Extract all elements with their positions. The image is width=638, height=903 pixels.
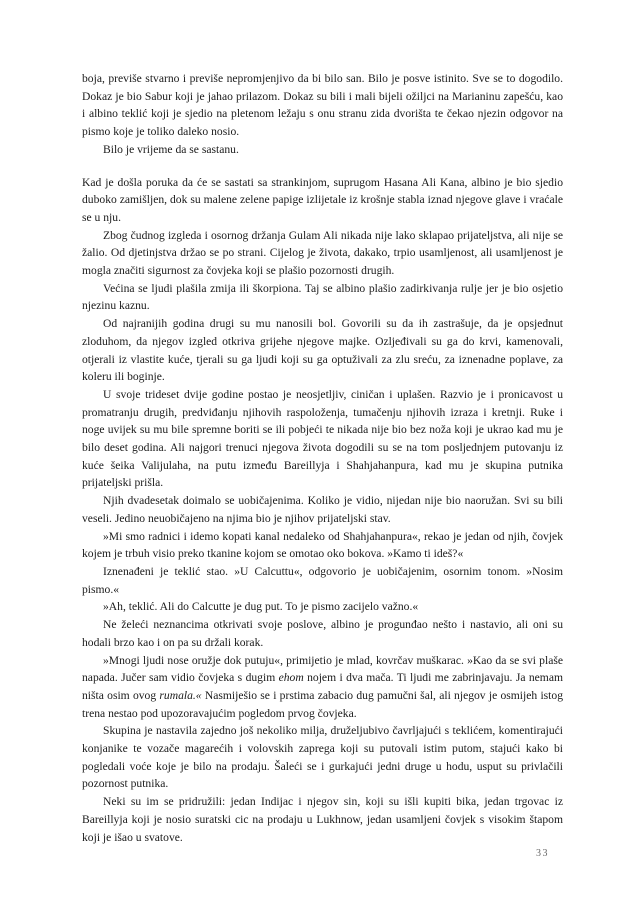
italic-word: rumala.« [159,688,202,702]
paragraph: »Ah, teklić. Ali do Calcutte je dug put. To je pismo zacijelo važno.« [103,600,419,614]
section-main [82,174,563,847]
paragraph: Kad je došla poruka da će se sastati sa strankinjom, suprugom Hasana Ali Kana, albino je bio sjedio duboko zamišljen, dok su malene zelene papige izlijetale iz krošnje stabla iznad njegove glave i vraćale se u nju. [82,175,563,224]
paragraph: U svoje trideset dvije godine postao je neosjetljiv, ciničan i uplašen. Razvio je i pronicavost u promatranju drugih, predviđanju njihovih raspoloženja, tumačenju njihovih izraza i kretnji. Ruke i noge uvijek su mu bile spremne boriti se ili pobjeći te nikada nije bio bez noža koji je ukrao kad mu je bilo deset godina. Ali najgori trenuci njegova života dogodili su se na tom posljednjem putovanju iz kuće šeika Valijulaha, na putu između Bareillyja i Shahjahanpura, kad mu je skupina putnika prijateljski prišla. [82,387,563,490]
paragraph: Većina se ljudi plašila zmija ili škorpiona. Taj se albino plašio zadirkivanja rulje jer je bio osjetio njezinu kaznu. [82,281,563,313]
text-run: nojem i dva mača. Ti ljudi me zabrinjavaju. Ja nemam ništa osim ovog [82,671,563,702]
paragraph: boja, previše stvarno i previše nepromjenjivo da bi bilo san. Bilo je posve istinito. Sve se to dogodilo. Dokaz je bio Sabur koji je jahao prilazom. Dokaz su bili i mali bijeli ožiljci na Marianinu zapešću, kao i albino teklić koji je sjedio na pletenom ležaju s onu stranu zida dvorišta te čekao njezin odgovor na pismo koje je toliko daleko nosio. [82,72,563,139]
section-gap [82,159,563,174]
text-run: »Mnogi ljudi nose oružje dok putuju«, primijetio je mlad, kovrčav muškarac. »Kao da se svi plaše napada. Jučer sam vidio čovjeka s dugim [82,653,563,685]
paragraph: Iznenađeni je teklić stao. »U Calcuttu«, odgovorio je uobičajenim, osornim tonom. »Nosim pismo.« [82,564,563,596]
text-run: Nasmiješio se i prstima zabacio dug pamučni šal, ali njegov je osmijeh istog trena nestao pod upozoravajućim pogledom prvog čovjeka. [82,688,564,720]
paragraph: Bilo je vrijeme da se sastanu. [103,142,239,156]
paragraph-with-italics [82,652,563,723]
section-continuation [82,70,563,159]
paragraph: Od najranijih godina drugi su mu nanosili bol. Govorili su da ih zastrašuje, da je opsjednut zloduhom, da njegov izgled otkriva grijehe njegove majke. Ozljeđivali su ga do krvi, kamenovali, otjerali iz vlastite kuće, tjerali su ga ljudi koji su ga optuživali za zlu sreću, za iznenadne poplave, za koleru ili boginje. [82,317,563,384]
paragraph: »Mi smo radnici i idemo kopati kanal nedaleko od Shahjahanpura«, rekao je jedan od njih, čovjek kojem je trbuh visio preko tkanine kojom se omotao oko bokova. »Kamo ti ideš?« [82,529,563,561]
paragraph: Skupina je nastavila zajedno još nekoliko milja, druželjubivo čavrljajući s teklićem, komentirajući konjanike te vozače magarećih i volovskih zaprega koji su putovali istim putom, stajući kako bi pogledali voće koje je bilo na prodaju. Šaleći se i gurkajući jedni druge u hodu, usput su privlačili pozornost putnika. [82,724,563,791]
paragraph: Ne želeći neznancima otkrivati svoje poslove, albino je progunđao nešto i nastavio, ali oni su hodali brzo kao i on pa su držali korak. [82,618,563,649]
page-number: 33 [536,848,549,859]
paragraph: Njih dvadesetak doimalo se uobičajenima. Koliko je vidio, nijedan nije bio naoružan. Svi su bili veseli. Jedino neuobičajeno na njima bio je njihov prijateljski stav. [82,494,563,525]
italic-word: ehom [278,671,304,685]
paragraph: Neki su im se pridružili: jedan Indijac i njegov sin, koji su išli kupiti bika, jedan trgovac iz Bareillyja koji je nosio suratski cic na prodaju u Lukhnow, jedan usamljeni čovjek s visokim štapom koji je išao u svatove. [82,795,563,844]
document-page [82,70,563,846]
paragraph: Zbog čudnog izgleda i osornog držanja Gulam Ali nikada nije lako sklapao prijateljstva, ali nije se žalio. Od djetinjstva držao se po strani. Cijelog je života, dakako, trpio usamljenost, ali usamljenost je mogla značiti sigurnost za čovjeka koji se plašio pozornosti drugih. [82,228,563,278]
